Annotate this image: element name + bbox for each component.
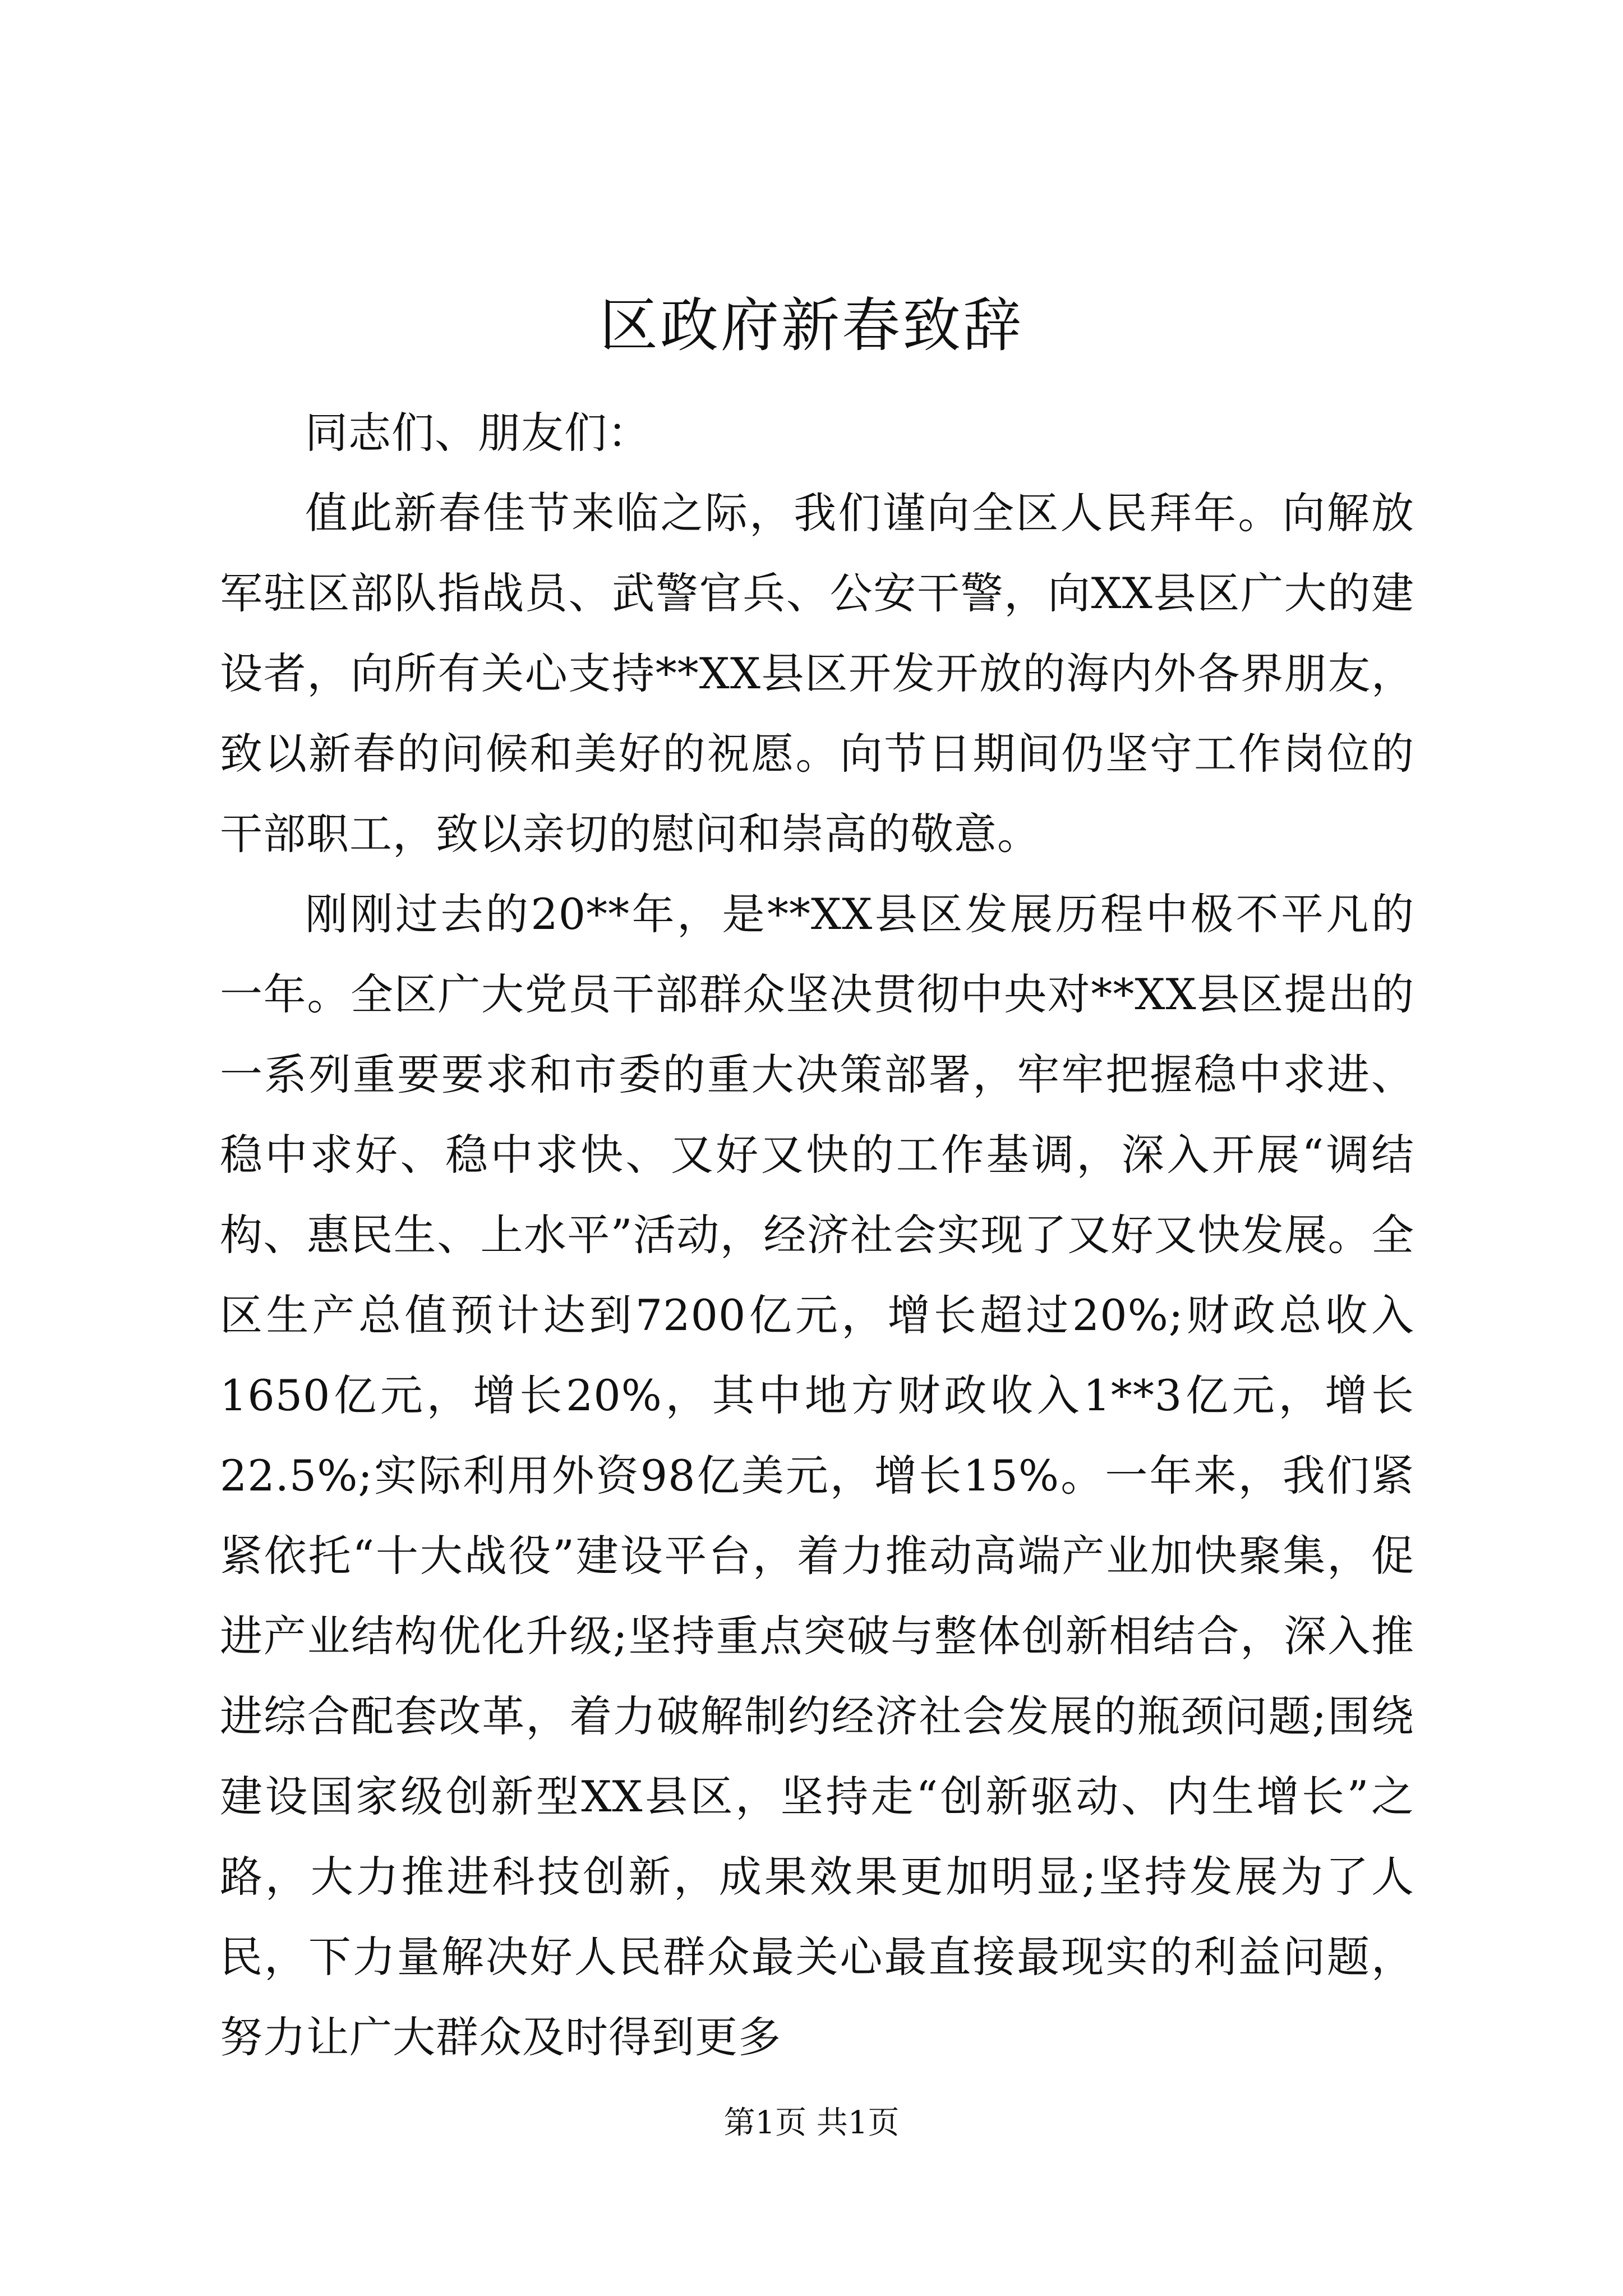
document-body: [220, 393, 1414, 2077]
salutation-paragraph: 同志们、朋友们：: [305, 408, 651, 458]
greeting-paragraph: 值此新春佳节来临之际，我们谨向全区人民拜年。向解放军驻区部队指战员、武警官兵、公安干警，向XX县区广大的建设者，向所有关心支持**XX县区开发开放的海内外各界朋友，致以新春的问候和美好的祝愿。向节日期间仍坚守工作岗位的干部职工，致以亲切的慰问和崇高的敬意。: [220, 488, 1414, 859]
document-title: 区政府新春致辞: [599, 291, 1023, 360]
page-number-label: 第1页 共1页: [723, 2105, 900, 2141]
page-footer: [0, 2101, 1623, 2146]
review-paragraph: 刚刚过去的20**年，是**XX县区发展历程中极不平凡的一年。全区广大党员干部群众坚决贯彻中央对**XX县区提出的一系列重要要求和市委的重大决策部署，牢牢把握稳中求进、稳中求好、稳中求快、又好又快的工作基调，深入开展“调结构、惠民生、上水平”活动，经济社会实现了又好又快发展。全区生产总值预计达到7200亿元，增长超过20%;财政总收入1650亿元，增长20%，其中地方财政收入1**3亿元，增长22.5%;实际利用外资98亿美元，增长15%。一年来，我们紧紧依托“十大战役”建设平台，着力推动高端产业加快聚集，促进产业结构优化升级;坚持重点突破与整体创新相结合，深入推进综合配套改革，着力破解制约经济社会发展的瓶颈问题;围绕建设国家级创新型XX县区，坚持走“创新驱动、内生增长”之路，大力推进科技创新，成果效果更加明显;坚持发展为了人民，下力量解决好人民群众最关心最直接最现实的利益问题，努力让广大群众及时得到更多: [220, 889, 1414, 2062]
